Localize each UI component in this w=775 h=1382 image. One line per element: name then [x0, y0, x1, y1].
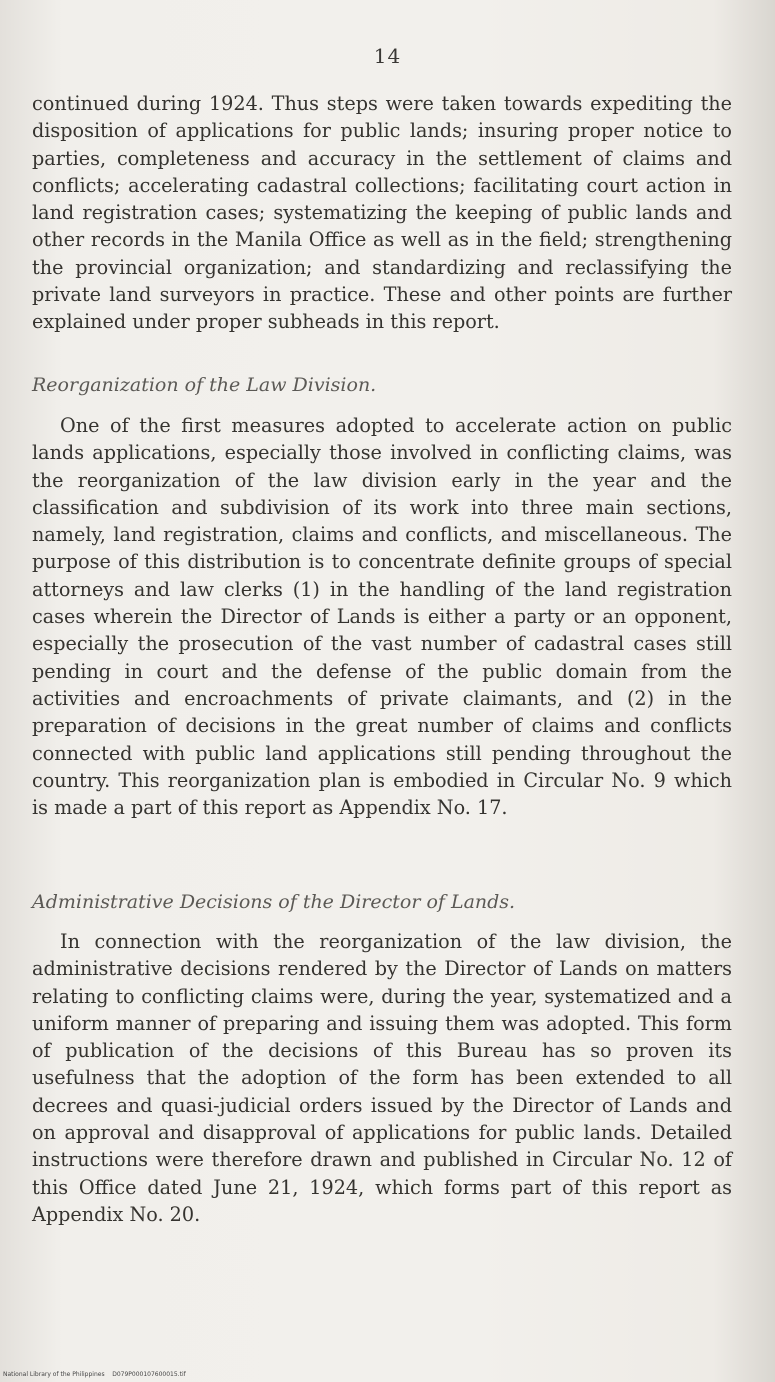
section-heading-administrative-decisions: Administrative Decisions of the Director of Lands. — [32, 891, 516, 913]
page-number: 14 — [373, 44, 402, 68]
section-heading-law-division: Reorganization of the Law Division. — [32, 374, 377, 396]
archive-footer: National Library of the Philippines D079P000107600015.tif — [3, 1371, 186, 1378]
intro-paragraph: continued during 1924. Thus steps were taken towards expediting the disposition of applications for public lands; insuring proper notice to parties, completeness and accuracy in the settlement of claims and conflicts; accelerating cadastral collections; facilitating court action in land registration cases; systematizing the keeping of public lands and other records in the Manila Office as well as in the field; strengthening the provincial organization; and standardizing and reclassifying the private land surveyors in practice. These and other points are further explained under proper subheads in this report. — [32, 92, 732, 334]
section-body-law-division: One of the first measures adopted to accelerate action on public lands applications, especially those involved in conflicting claims, was the reorganization of the law division early in the year and the classification and subdivision of its work into three main sections, namely, land registration, claims and conflicts, and miscellaneous. The purpose of this distribution is to concentrate definite groups of special attorneys and law clerks (1) in the handling of the land registration cases wherein the Director of Lands is either a party or an opponent, especially the prosecution of the vast number of cadastral cases still pending in court and the defense of the public domain from the activities and encroachments of private claimants, and (2) in the preparation of decisions in the great number of claims and conflicts connected with public land applications still pending throughout the country. This reorganization plan is embodied in Circular No. 9 which is made a part of this report as Appendix No. 17. — [32, 414, 732, 820]
section-body-administrative-decisions: In connection with the reorganization of the law division, the administrative decisions rendered by the Director of Lands on matters relating to conflicting claims were, during the year, systematized and a uniform manner of preparing and issuing them was adopted. This form of publication of the decisions of this Bureau has so proven its usefulness that the adoption of the form has been extended to all decrees and quasi-judicial orders issued by the Director of Lands and on approval and disapproval of applications for public lands. Detailed instructions were therefore drawn and published in Circular No. 12 of this Office dated June 21, 1924, which forms part of this report as Appendix No. 20. — [32, 930, 732, 1226]
